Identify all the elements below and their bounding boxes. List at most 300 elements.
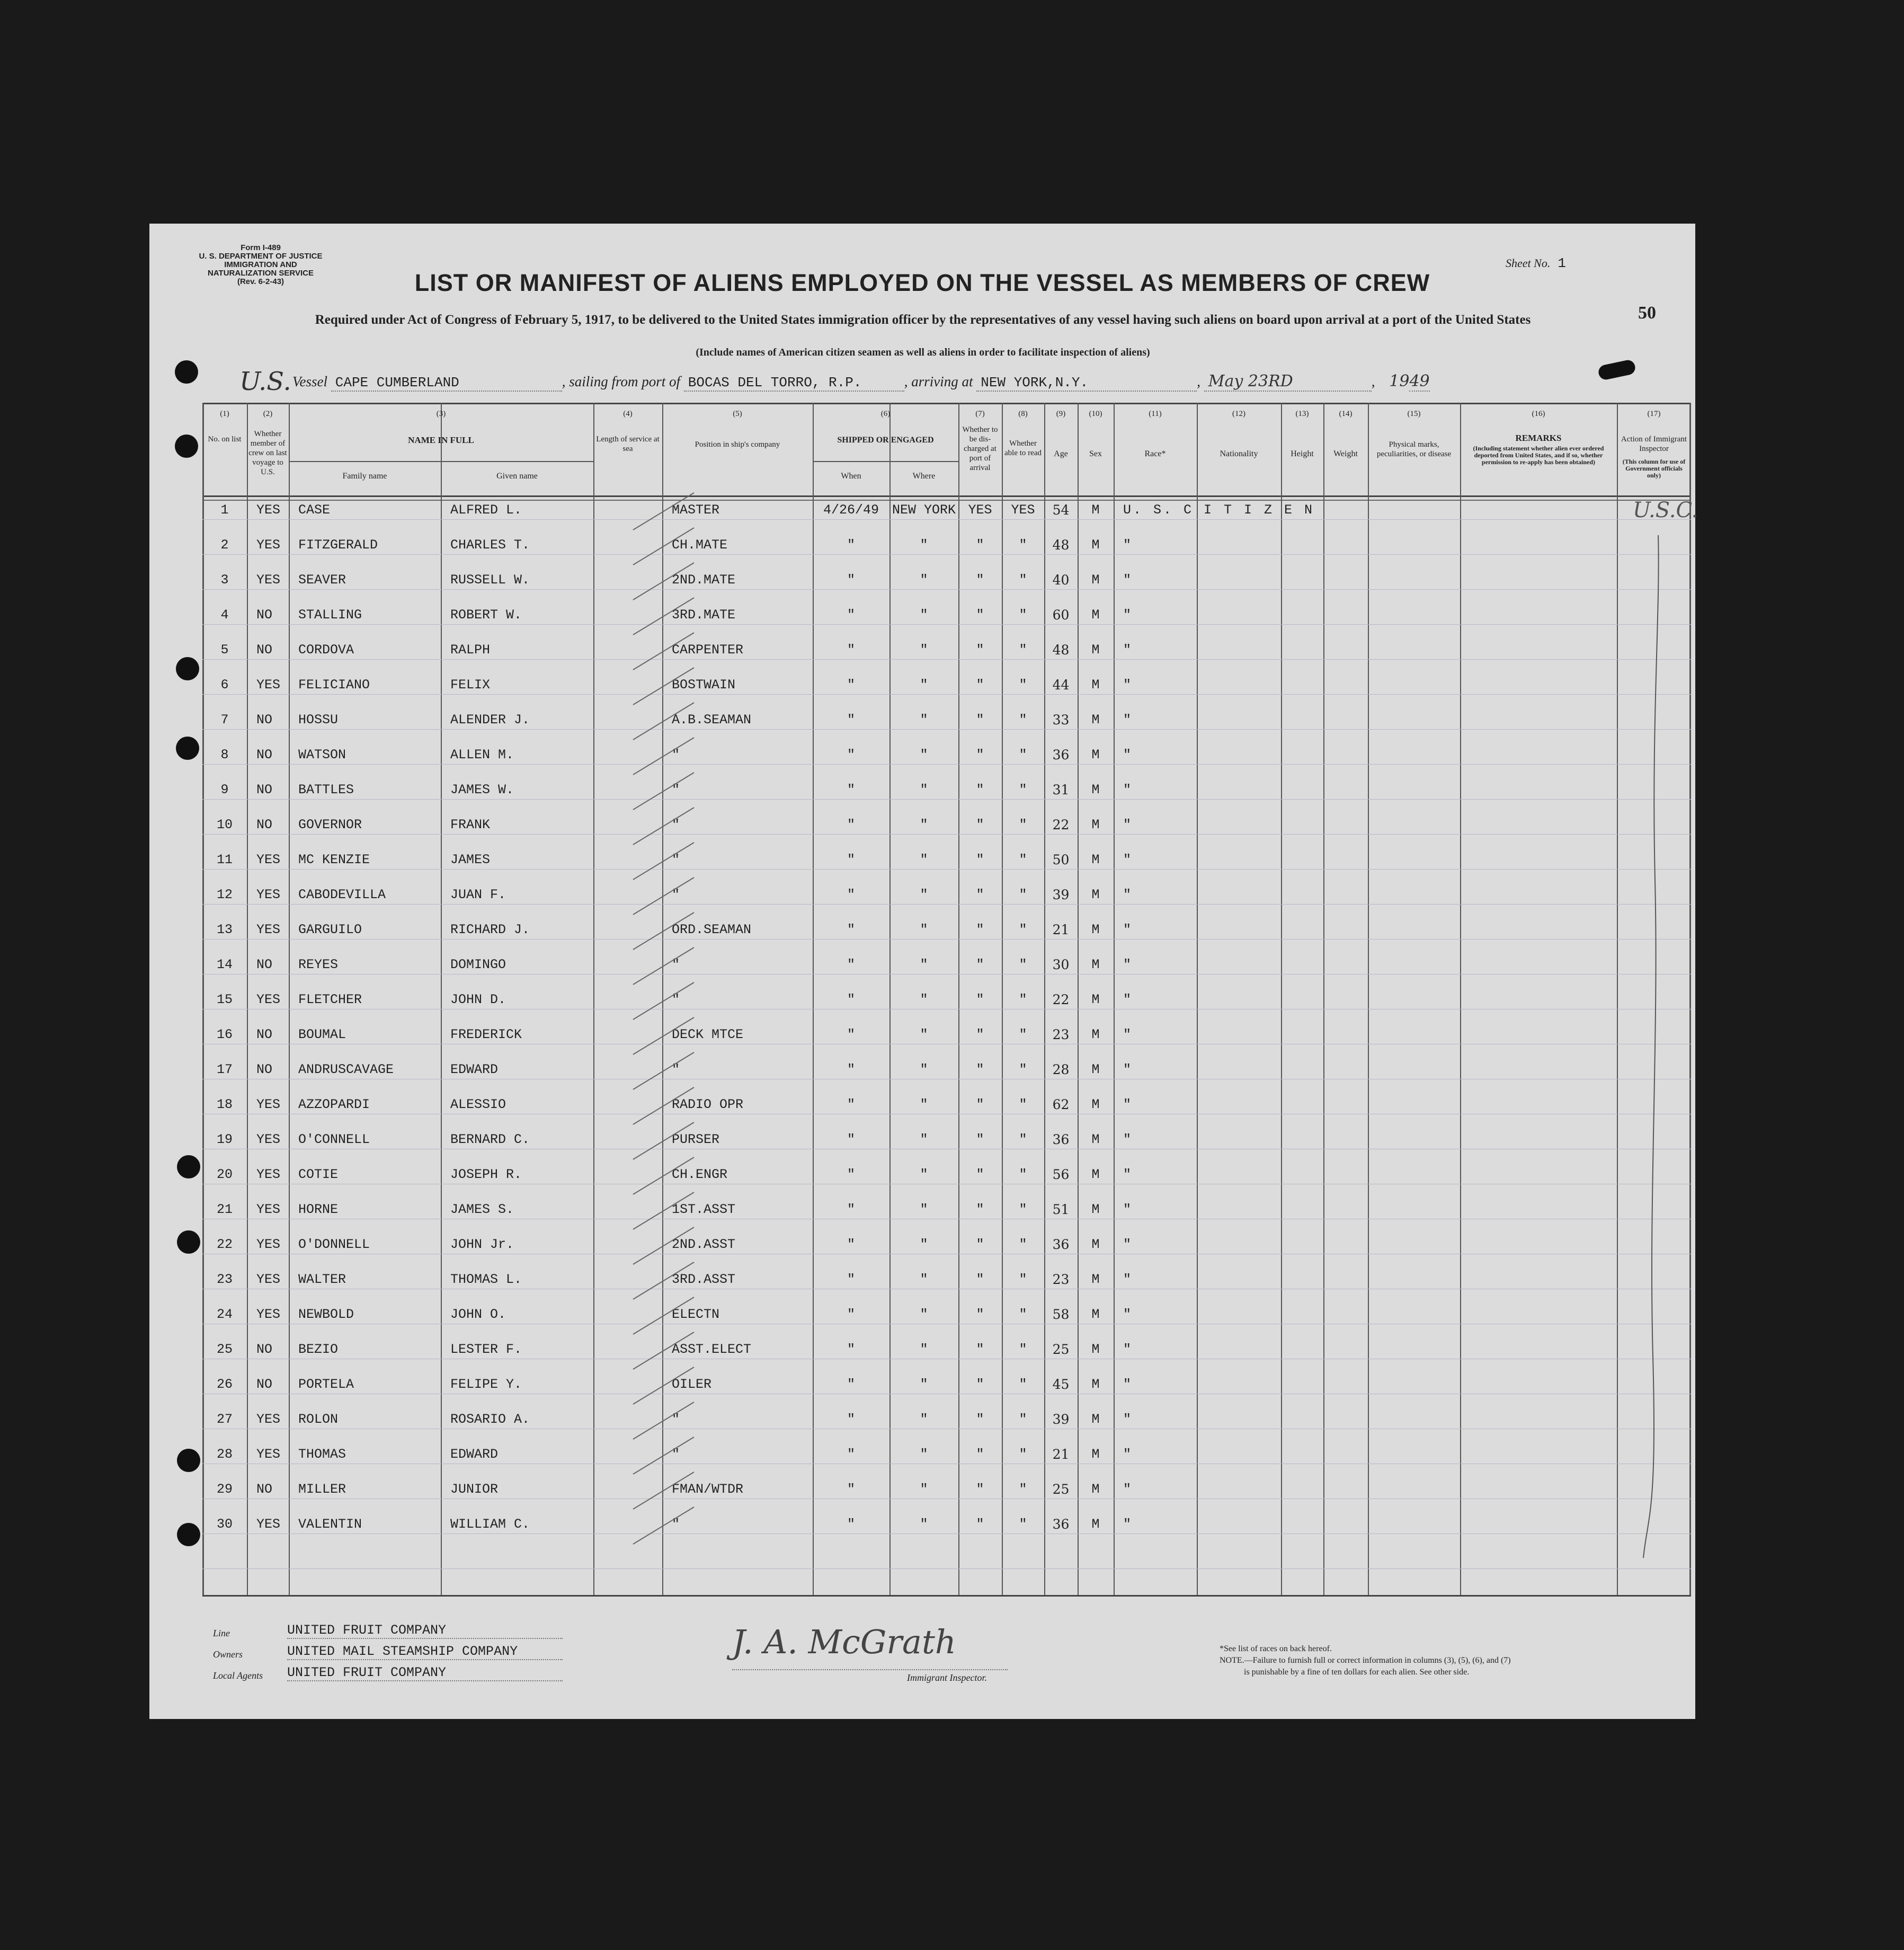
col11-header: Race* [1144, 449, 1166, 458]
agents-label: Local Agents [213, 1670, 263, 1681]
cell-position: " [672, 817, 680, 832]
cell-discharged: " [976, 1027, 984, 1042]
cell-race: " [1123, 852, 1132, 867]
cell-given-name: FRANK [450, 817, 491, 832]
cell-given-name: JOHN Jr. [450, 1237, 514, 1252]
cell-family-name: STALLING [298, 607, 362, 623]
cell-shipped-where: " [920, 747, 928, 763]
col6-header: SHIPPED OR ENGAGED [837, 436, 934, 445]
cell-last-voyage: YES [256, 1097, 281, 1112]
col13-number: (13) [1295, 410, 1309, 418]
cell-position: " [672, 1062, 680, 1077]
cell-position: " [672, 1517, 680, 1532]
col12-number: (12) [1232, 410, 1245, 418]
cell-discharged: " [976, 1307, 984, 1322]
cell-age: 33 [1052, 712, 1070, 728]
cell-shipped-when: " [847, 677, 855, 693]
cell-last-voyage: NO [256, 1062, 273, 1077]
cell-race: " [1123, 887, 1132, 902]
cell-family-name: BOUMAL [298, 1027, 346, 1042]
cell-discharged: " [976, 1342, 984, 1357]
cell-given-name: DOMINGO [450, 957, 506, 972]
cell-discharged: " [976, 747, 984, 763]
cell-last-voyage: YES [256, 887, 281, 902]
cell-family-name: HORNE [298, 1202, 339, 1217]
cell-able-to-read: " [1019, 1167, 1027, 1182]
cell-able-to-read: " [1019, 1202, 1027, 1217]
cell-shipped-when: " [847, 1377, 855, 1392]
cell-age: 36 [1052, 1517, 1070, 1532]
punch-hole [176, 737, 199, 760]
check-tick [633, 1017, 694, 1054]
cell-able-to-read: " [1019, 1272, 1027, 1287]
check-tick [633, 773, 694, 810]
cell-shipped-where: " [920, 1132, 928, 1147]
check-tick [633, 1402, 694, 1439]
agents-value: UNITED FRUIT COMPANY [287, 1665, 563, 1681]
cell-able-to-read: YES [1011, 502, 1035, 518]
cell-race: " [1123, 1097, 1132, 1112]
cell-shipped-when: " [847, 1447, 855, 1462]
cell-row-number: 19 [216, 1132, 233, 1147]
cell-family-name: AZZOPARDI [298, 1097, 370, 1112]
cell-age: 25 [1052, 1482, 1070, 1497]
cell-shipped-when: " [847, 712, 855, 728]
cell-family-name: ROLON [298, 1412, 339, 1427]
cell-family-name: BATTLES [298, 782, 354, 797]
cell-family-name: FELICIANO [298, 677, 370, 693]
check-tick [633, 843, 694, 880]
cell-race: " [1123, 1482, 1132, 1497]
cell-family-name: BEZIO [298, 1342, 339, 1357]
cell-race: " [1123, 712, 1132, 728]
cell-shipped-when: " [847, 1517, 855, 1532]
cell-shipped-where: " [920, 1272, 928, 1287]
cell-sex: M [1091, 1447, 1100, 1462]
cell-race: " [1123, 1027, 1132, 1042]
cell-sex: M [1091, 537, 1100, 553]
cell-family-name: ANDRUSCAVAGE [298, 1062, 394, 1077]
cell-age: 39 [1052, 1412, 1070, 1427]
department-name: U. S. DEPARTMENT OF JUSTICE [199, 252, 323, 261]
cell-age: 62 [1052, 1097, 1070, 1112]
cell-row-number: 12 [216, 887, 233, 902]
cell-able-to-read: " [1019, 992, 1027, 1007]
cell-race: " [1123, 992, 1132, 1007]
cell-position: CARPENTER [672, 642, 744, 658]
cell-age: 56 [1052, 1167, 1070, 1182]
col1-number: (1) [220, 410, 229, 418]
cell-last-voyage: NO [256, 1482, 273, 1497]
cell-position: 2ND.ASST [672, 1237, 736, 1252]
cell-shipped-where: " [920, 1377, 928, 1392]
owners-value: UNITED MAIL STEAMSHIP COMPANY [287, 1644, 563, 1660]
cell-sex: M [1091, 1027, 1100, 1042]
cell-shipped-when: " [847, 607, 855, 623]
col3-number: (3) [436, 410, 446, 418]
cell-given-name: FREDERICK [450, 1027, 522, 1042]
cell-row-number: 1 [220, 502, 229, 518]
cell-row-number: 25 [216, 1342, 233, 1357]
cell-discharged: " [976, 1097, 984, 1112]
footnote-races: *See list of races on back hereof. [1220, 1644, 1332, 1653]
cell-given-name: FELIX [450, 677, 491, 693]
cell-last-voyage: YES [256, 502, 281, 518]
check-tick [633, 982, 694, 1020]
punch-hole [175, 360, 198, 384]
cell-able-to-read: " [1019, 677, 1027, 693]
cell-discharged: " [976, 887, 984, 902]
line-value: UNITED FRUIT COMPANY [287, 1623, 563, 1639]
cell-shipped-where: " [920, 1342, 928, 1357]
cell-given-name: THOMAS L. [450, 1272, 522, 1287]
cell-row-number: 23 [216, 1272, 233, 1287]
check-tick [633, 1472, 694, 1509]
cell-shipped-when: " [847, 1202, 855, 1217]
col16-header: REMARKS [1515, 433, 1562, 443]
cell-row-number: 20 [216, 1167, 233, 1182]
cell-race: " [1123, 922, 1132, 937]
cell-given-name: JOHN O. [450, 1307, 506, 1322]
cell-row-number: 28 [216, 1447, 233, 1462]
cell-age: 45 [1052, 1377, 1070, 1392]
check-tick [633, 528, 694, 565]
page-subtitle: Required under Act of Congress of February 5, 1917, to be delivered to the United States immigration officer by the representatives of any vessel having such aliens on board upon arrival at a port of the United States [315, 313, 1531, 327]
footnote-penalty-cont: is punishable by a fine of ten dollars for each alien. See other side. [1244, 1668, 1470, 1677]
manifest-sheet [149, 224, 1698, 1719]
cell-given-name: BERNARD C. [450, 1132, 530, 1147]
cell-last-voyage: NO [256, 642, 273, 658]
cell-shipped-when: " [847, 1132, 855, 1147]
check-tick [633, 738, 694, 775]
cell-discharged: " [976, 1202, 984, 1217]
cell-shipped-where: " [920, 852, 928, 867]
cell-age: 25 [1052, 1342, 1070, 1357]
col8-header: Whether able to read [1004, 439, 1042, 457]
cell-shipped-when: " [847, 1062, 855, 1077]
cell-given-name: RICHARD J. [450, 922, 530, 937]
col7-header: Whether to be dis-charged at port of arrival [962, 426, 998, 472]
cell-position: A.B.SEAMAN [672, 712, 752, 728]
inspector-stroke [1643, 535, 1659, 1558]
year-prefix: 19 [1389, 372, 1410, 391]
col15-header: Physical marks, peculiarities, or disease [1376, 440, 1452, 458]
cell-shipped-where: " [920, 922, 928, 937]
cell-discharged: " [976, 852, 984, 867]
cell-shipped-when: " [847, 852, 855, 867]
cell-able-to-read: " [1019, 1307, 1027, 1322]
crew-table [202, 403, 1698, 1595]
cell-sex: M [1091, 642, 1100, 658]
cell-shipped-when: 4/26/49 [823, 502, 879, 518]
check-tick [633, 598, 694, 635]
cell-given-name: ALFRED L. [450, 502, 522, 518]
cell-given-name: RUSSELL W. [450, 572, 530, 588]
cell-able-to-read: " [1019, 712, 1027, 728]
cell-shipped-where: " [920, 607, 928, 623]
cell-age: 44 [1052, 677, 1070, 693]
col8-number: (8) [1018, 410, 1028, 418]
cell-sex: M [1091, 1167, 1100, 1182]
punch-hole [177, 1449, 200, 1472]
cell-sex: M [1091, 1237, 1100, 1252]
check-tick [633, 1507, 694, 1544]
cell-shipped-where: " [920, 1167, 928, 1182]
cell-sex: M [1091, 502, 1100, 518]
col17-header: Action of Immigrant Inspector [1621, 435, 1687, 453]
cell-family-name: WATSON [298, 747, 346, 763]
inspector-action-note: U.S.C. [1633, 498, 1698, 522]
cell-given-name: EDWARD [450, 1447, 499, 1462]
form-revision: (Rev. 6-2-43) [237, 277, 284, 286]
cell-given-name: JOSEPH R. [450, 1167, 522, 1182]
cell-shipped-when: " [847, 887, 855, 902]
owners-label: Owners [213, 1649, 243, 1660]
cell-sex: M [1091, 1272, 1100, 1287]
col10-header: Sex [1089, 449, 1102, 458]
page-title: LIST OR MANIFEST OF ALIENS EMPLOYED ON THE VESSEL AS MEMBERS OF CREW [414, 269, 1430, 296]
cell-able-to-read: " [1019, 782, 1027, 797]
cell-family-name: SEAVER [298, 572, 346, 588]
cell-row-number: 30 [216, 1517, 233, 1532]
cell-discharged: " [976, 1517, 984, 1532]
col9-header: Age [1054, 449, 1068, 458]
cell-last-voyage: YES [256, 1412, 281, 1427]
check-tick [633, 1192, 694, 1229]
cell-last-voyage: YES [256, 1517, 281, 1532]
cell-family-name: VALENTIN [298, 1517, 362, 1532]
cell-race: " [1123, 1202, 1132, 1217]
cell-last-voyage: NO [256, 607, 273, 623]
col2-number: (2) [263, 410, 273, 418]
cell-sex: M [1091, 607, 1100, 623]
cell-able-to-read: " [1019, 957, 1027, 972]
cell-shipped-where: " [920, 817, 928, 832]
vessel-label: Vessel [292, 374, 327, 389]
cell-discharged: " [976, 607, 984, 623]
cell-shipped-when: " [847, 1167, 855, 1182]
col16-number: (16) [1532, 410, 1545, 418]
col14-header: Weight [1333, 449, 1358, 458]
cell-position: FMAN/WTDR [672, 1482, 744, 1497]
punch-hole [177, 1523, 200, 1546]
cell-discharged: " [976, 642, 984, 658]
cell-race: " [1123, 782, 1132, 797]
cell-given-name: CHARLES T. [450, 537, 530, 553]
cell-shipped-when: " [847, 642, 855, 658]
cell-shipped-when: " [847, 1097, 855, 1112]
cell-able-to-read: " [1019, 1097, 1027, 1112]
page-subtitle-note: (Include names of American citizen seamen as well as aliens in order to facilitate inspection of aliens) [696, 347, 1150, 358]
cell-shipped-where: " [920, 957, 928, 972]
check-tick [633, 1297, 694, 1334]
cell-given-name: JOHN D. [450, 992, 506, 1007]
cell-family-name: GARGUILO [298, 922, 362, 937]
cell-given-name: RALPH [450, 642, 491, 658]
cell-sex: M [1091, 887, 1100, 902]
cell-age: 28 [1052, 1062, 1070, 1077]
cell-sex: M [1091, 747, 1100, 763]
col14-number: (14) [1339, 410, 1353, 418]
cell-discharged: " [976, 922, 984, 937]
cell-position: 3RD.ASST [672, 1272, 736, 1287]
cell-shipped-when: " [847, 992, 855, 1007]
pencil-marks [202, 403, 1691, 1595]
form-number: Form I-489 [241, 243, 281, 252]
col12-header: Nationality [1220, 449, 1258, 458]
cell-shipped-where: " [920, 1447, 928, 1462]
cell-row-number: 6 [220, 677, 229, 693]
cell-position: 2ND.MATE [672, 572, 736, 588]
cell-position: MASTER [672, 502, 720, 518]
cell-able-to-read: " [1019, 1342, 1027, 1357]
cell-age: 23 [1052, 1027, 1070, 1042]
page-stamp: 50 [1638, 303, 1656, 323]
cell-race: " [1123, 677, 1132, 693]
cell-sex: M [1091, 1202, 1100, 1217]
cell-race: " [1123, 607, 1132, 623]
cell-given-name: ALESSIO [450, 1097, 506, 1112]
cell-shipped-when: " [847, 1412, 855, 1427]
col13-header: Height [1291, 449, 1314, 458]
check-tick [633, 878, 694, 915]
cell-shipped-where: " [920, 712, 928, 728]
cell-sex: M [1091, 1062, 1100, 1077]
cell-discharged: " [976, 572, 984, 588]
signature-line [732, 1669, 1008, 1671]
cell-family-name: O'CONNELL [298, 1132, 370, 1147]
check-tick [633, 808, 694, 845]
cell-age: 36 [1052, 1237, 1070, 1252]
cell-discharged: YES [968, 502, 992, 518]
cell-family-name: FITZGERALD [298, 537, 378, 553]
cell-shipped-where: " [920, 537, 928, 553]
cell-age: 22 [1052, 992, 1070, 1007]
cell-shipped-where: " [920, 1062, 928, 1077]
cell-shipped-when: " [847, 747, 855, 763]
cell-row-number: 9 [220, 782, 229, 797]
check-tick [633, 493, 694, 530]
cell-sex: M [1091, 922, 1100, 937]
cell-age: 21 [1052, 922, 1070, 937]
cell-able-to-read: " [1019, 537, 1027, 553]
cell-race: " [1123, 747, 1132, 763]
cell-discharged: " [976, 1062, 984, 1077]
cell-sex: M [1091, 817, 1100, 832]
cell-shipped-where: " [920, 782, 928, 797]
cell-position: " [672, 1447, 680, 1462]
cell-age: 21 [1052, 1447, 1070, 1462]
punch-hole [175, 435, 198, 458]
col7-number: (7) [975, 410, 985, 418]
cell-shipped-where: " [920, 1097, 928, 1112]
cell-last-voyage: YES [256, 677, 281, 693]
cell-race: " [1123, 1237, 1132, 1252]
col10-number: (10) [1089, 410, 1102, 418]
cell-discharged: " [976, 1482, 984, 1497]
check-tick [633, 703, 694, 740]
cell-able-to-read: " [1019, 1482, 1027, 1497]
cell-age: 60 [1052, 607, 1070, 623]
cell-position: PURSER [672, 1132, 720, 1147]
cell-row-number: 8 [220, 747, 229, 763]
cell-family-name: GOVERNOR [298, 817, 362, 832]
cell-shipped-when: " [847, 572, 855, 588]
cell-family-name: O'DONNELL [298, 1237, 370, 1252]
cell-last-voyage: YES [256, 1307, 281, 1322]
cell-shipped-where: " [920, 1517, 928, 1532]
cell-race: " [1123, 1447, 1132, 1462]
cell-sex: M [1091, 1377, 1100, 1392]
cell-family-name: CORDOVA [298, 642, 354, 658]
cell-position: BOSTWAIN [672, 677, 736, 693]
check-tick [633, 1437, 694, 1474]
cell-position: OILER [672, 1377, 712, 1392]
cell-given-name: ROBERT W. [450, 607, 522, 623]
sailing-port: BOCAS DEL TORRO, R.P. [684, 375, 904, 392]
cell-able-to-read: " [1019, 572, 1027, 588]
cell-race: " [1123, 572, 1132, 588]
cell-race: " [1123, 1412, 1132, 1427]
cell-position: " [672, 782, 680, 797]
cell-given-name: EDWARD [450, 1062, 499, 1077]
cell-shipped-when: " [847, 1272, 855, 1287]
cell-sex: M [1091, 1517, 1100, 1532]
cell-sex: M [1091, 1132, 1100, 1147]
cell-race: " [1123, 1132, 1132, 1147]
cell-shipped-when: " [847, 1027, 855, 1042]
cell-race: " [1123, 642, 1132, 658]
service-name: IMMIGRATION AND NATURALIZATION SERVICE [207, 260, 314, 278]
cell-shipped-when: " [847, 957, 855, 972]
cell-able-to-read: " [1019, 852, 1027, 867]
cell-race: " [1123, 1377, 1132, 1392]
cell-given-name: JAMES W. [450, 782, 514, 797]
cell-given-name: ALENDER J. [450, 712, 530, 728]
cell-last-voyage: YES [256, 1202, 281, 1217]
cell-last-voyage: YES [256, 852, 281, 867]
cell-given-name: LESTER F. [450, 1342, 522, 1357]
cell-able-to-read: " [1019, 747, 1027, 763]
col4-header: Length of service at sea [596, 435, 660, 453]
cell-age: 40 [1052, 572, 1070, 588]
cell-shipped-when: " [847, 922, 855, 937]
cell-last-voyage: NO [256, 1342, 273, 1357]
cell-discharged: " [976, 1412, 984, 1427]
cell-given-name: ROSARIO A. [450, 1412, 530, 1427]
col2-header: Whether member of crew on last voyage to U.S. [248, 430, 287, 476]
margin-note: U.S. [239, 367, 291, 396]
cell-able-to-read: " [1019, 1237, 1027, 1252]
col3-header: NAME IN FULL [408, 435, 474, 445]
cell-row-number: 24 [216, 1307, 233, 1322]
cell-family-name: PORTELA [298, 1377, 354, 1392]
cell-family-name: REYES [298, 957, 339, 972]
cell-family-name: COTIE [298, 1167, 339, 1182]
line-label: Line [213, 1628, 230, 1638]
cell-position: DECK MTCE [672, 1027, 744, 1042]
cell-discharged: " [976, 1237, 984, 1252]
cell-family-name: THOMAS [298, 1447, 346, 1462]
cell-sex: M [1091, 1412, 1100, 1427]
table-bottom-border [202, 1595, 1691, 1597]
check-tick [633, 1157, 694, 1194]
inspector-label: Immigrant Inspector. [907, 1672, 987, 1683]
cell-shipped-when: " [847, 1307, 855, 1322]
col3-family-header: Family name [342, 472, 387, 481]
cell-able-to-read: " [1019, 1517, 1027, 1532]
cell-last-voyage: YES [256, 992, 281, 1007]
